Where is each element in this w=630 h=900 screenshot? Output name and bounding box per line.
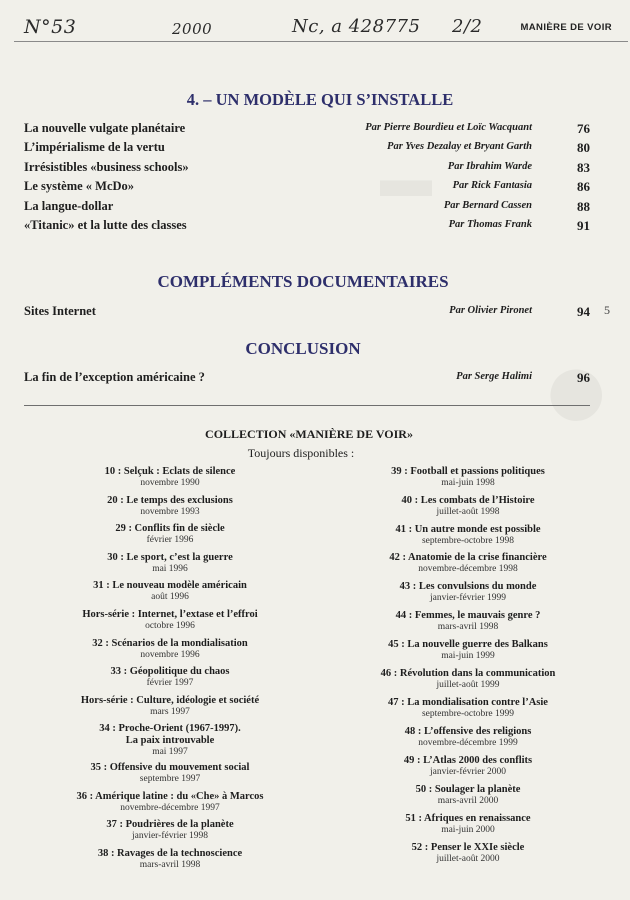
toc-entry bbox=[24, 160, 590, 178]
issue-date: février 1996 bbox=[146, 535, 194, 545]
toc-page: 76 bbox=[577, 121, 590, 136]
toc-entry bbox=[24, 179, 590, 197]
collection-item bbox=[328, 784, 608, 807]
issue-title: 43 : Les convulsions du monde bbox=[399, 581, 537, 592]
toc-author: Par Pierre Bourdieu et Loïc Wacquant bbox=[365, 122, 532, 133]
toc-page: 91 bbox=[577, 218, 590, 233]
toc-title: Sites Internet bbox=[24, 304, 96, 318]
issue-title: 39 : Football et passions politiques bbox=[391, 466, 545, 477]
collection-item bbox=[30, 695, 310, 718]
issue-title: 32 : Scénarios de la mondialisation bbox=[92, 638, 248, 649]
issue-date: mai-juin 2000 bbox=[441, 825, 495, 835]
issue-date: octobre 1996 bbox=[145, 621, 195, 631]
collection-item bbox=[328, 552, 608, 575]
collection-item bbox=[328, 524, 608, 547]
handwritten-note: N°53 bbox=[24, 16, 77, 38]
issue-title: 37 : Poudrières de la planète bbox=[106, 819, 234, 830]
issue-title: 20 : Le temps des exclusions bbox=[107, 495, 233, 506]
issue-title: 35 : Offensive du mouvement social bbox=[90, 762, 250, 773]
toc-page: 96 bbox=[577, 370, 590, 385]
issue-date: mai-juin 1999 bbox=[441, 651, 495, 661]
issue-date: juillet-août 1998 bbox=[436, 507, 500, 517]
toc-page: 83 bbox=[577, 160, 590, 175]
collection-item bbox=[328, 466, 608, 489]
collection-item bbox=[30, 609, 310, 632]
issue-date: février 1997 bbox=[146, 678, 194, 688]
issue-title: 47 : La mondialisation contre l’Asie bbox=[388, 697, 548, 708]
collection-item bbox=[328, 697, 608, 720]
section-title: CONCLUSION bbox=[245, 339, 361, 358]
issue-date: janvier-février 2000 bbox=[429, 767, 507, 777]
page-header bbox=[0, 14, 630, 40]
issue-date: novembre 1993 bbox=[140, 507, 200, 517]
toc-title: La langue-dollar bbox=[24, 199, 114, 213]
issue-title: 40 : Les combats de l’Histoire bbox=[401, 495, 535, 506]
issue-title: 33 : Géopolitique du chaos bbox=[110, 666, 230, 677]
collection-item bbox=[30, 666, 310, 689]
toc-title: Le système « McDo» bbox=[24, 179, 135, 193]
issue-date: septembre-octobre 1998 bbox=[421, 536, 515, 546]
issue-title: 45 : La nouvelle guerre des Balkans bbox=[388, 639, 548, 650]
collection-item bbox=[30, 466, 310, 489]
section-title: COMPLÉMENTS DOCUMENTAIRES bbox=[157, 272, 449, 291]
issue-date: mars-avril 1998 bbox=[139, 860, 201, 870]
issue-title: 29 : Conflits fin de siècle bbox=[115, 523, 225, 534]
issue-title: 42 : Anatomie de la crise financière bbox=[389, 552, 547, 563]
issue-date: janvier-février 1999 bbox=[429, 593, 507, 603]
toc-author: Par Yves Dezalay et Bryant Garth bbox=[387, 141, 532, 152]
issue-title: 36 : Amérique latine : du «Che» à Marcos bbox=[76, 791, 264, 802]
issue-date: novembre 1996 bbox=[140, 650, 200, 660]
collection-item bbox=[328, 610, 608, 633]
issue-date: mars 1997 bbox=[150, 707, 190, 717]
collection-item bbox=[328, 639, 608, 662]
toc-entry bbox=[24, 370, 590, 388]
collection-title: COLLECTION «MANIÈRE DE VOIR» bbox=[205, 427, 413, 441]
collection-item bbox=[328, 495, 608, 518]
issue-date: septembre-octobre 1999 bbox=[421, 709, 515, 719]
issue-title: 52 : Penser le XXIe siècle bbox=[411, 842, 525, 853]
collection-item bbox=[328, 668, 608, 691]
toc-entry bbox=[24, 218, 590, 236]
collection-item bbox=[30, 552, 310, 575]
issue-title: 50 : Soulager la planète bbox=[415, 784, 521, 795]
issue-date: novembre-décembre 1999 bbox=[418, 738, 518, 748]
collection-item bbox=[30, 495, 310, 518]
toc-page: 88 bbox=[577, 199, 590, 214]
issue-title: Hors-série : Internet, l’extase et l’effroi bbox=[82, 609, 258, 620]
collection-item bbox=[30, 723, 310, 758]
issue-title: 10 : Selçuk : Eclats de silence bbox=[104, 466, 236, 477]
collection-item bbox=[30, 819, 310, 842]
collection-item bbox=[30, 523, 310, 546]
collection-item bbox=[328, 842, 608, 865]
issue-date: août 1996 bbox=[151, 592, 189, 602]
publication-name: MANIÈRE DE VOIR bbox=[520, 22, 612, 33]
issue-date: mai-juin 1998 bbox=[441, 478, 495, 488]
issue-title: 49 : L’Atlas 2000 des conflits bbox=[403, 755, 533, 766]
issue-date: mars-avril 2000 bbox=[437, 796, 499, 806]
collection-item bbox=[328, 726, 608, 749]
issue-title: 30 : Le sport, c’est la guerre bbox=[107, 552, 233, 563]
issue-date: mai 1996 bbox=[152, 564, 188, 574]
issue-title: 51 : Afriques en renaissance bbox=[405, 813, 531, 824]
issue-date: septembre 1997 bbox=[139, 774, 201, 784]
issue-title: 41 : Un autre monde est possible bbox=[395, 524, 541, 535]
collection-item bbox=[328, 581, 608, 604]
collection-item bbox=[328, 813, 608, 836]
section-title: 4. – UN MODÈLE QUI S’INSTALLE bbox=[186, 90, 454, 109]
collection-item bbox=[30, 791, 310, 814]
issue-title: Hors-série : Culture, idéologie et société bbox=[80, 695, 260, 706]
toc-entry bbox=[24, 199, 590, 217]
issue-title: 38 : Ravages de la technoscience bbox=[97, 848, 243, 859]
toc-author: Par Rick Fantasia bbox=[452, 180, 532, 191]
toc-page: 86 bbox=[577, 179, 590, 194]
issue-date: novembre 1990 bbox=[140, 478, 200, 488]
issue-title: 31 : Le nouveau modèle américain bbox=[93, 580, 247, 591]
toc-entry bbox=[24, 304, 590, 322]
issue-date: juillet-août 1999 bbox=[436, 680, 500, 690]
toc-author: Par Serge Halimi bbox=[456, 371, 532, 382]
margin-number: 5 bbox=[604, 303, 610, 317]
handwritten-note: 2/2 bbox=[452, 16, 483, 37]
toc-title: Irrésistibles «business schools» bbox=[24, 160, 189, 174]
issue-title: 48 : L’offensive des religions bbox=[404, 726, 532, 737]
toc-author: Par Ibrahim Warde bbox=[447, 161, 532, 172]
handwritten-note: 2000 bbox=[172, 20, 213, 38]
issue-title-line2: La paix introuvable bbox=[125, 735, 215, 746]
collection-item bbox=[30, 638, 310, 661]
collection-item bbox=[328, 755, 608, 778]
issue-date: juillet-août 2000 bbox=[436, 854, 500, 864]
toc-author: Par Olivier Pironet bbox=[449, 305, 532, 316]
issue-title: 34 : Proche-Orient (1967-1997). bbox=[99, 723, 241, 734]
collection-item bbox=[30, 848, 310, 871]
issue-title: 44 : Femmes, le mauvais genre ? bbox=[395, 610, 541, 621]
issue-date: janvier-février 1998 bbox=[131, 831, 209, 841]
section-divider bbox=[24, 405, 590, 406]
toc-author: Par Thomas Frank bbox=[448, 219, 532, 230]
toc-entry bbox=[24, 121, 590, 139]
toc-title: L’impérialisme de la vertu bbox=[24, 140, 165, 154]
toc-title: La fin de l’exception américaine ? bbox=[24, 370, 205, 384]
toc-title: La nouvelle vulgate planétaire bbox=[24, 121, 186, 135]
issue-date: mai 1997 bbox=[152, 747, 188, 757]
toc-author: Par Bernard Cassen bbox=[443, 200, 532, 211]
toc-page: 80 bbox=[577, 140, 590, 155]
toc-title: «Titanic» et la lutte des classes bbox=[24, 218, 187, 232]
collection-subtitle: Toujours disponibles : bbox=[247, 446, 355, 460]
handwritten-note: Nc, a 428775 bbox=[292, 16, 421, 37]
issue-title: 46 : Révolution dans la communication bbox=[380, 668, 556, 679]
issue-date: novembre-décembre 1998 bbox=[418, 564, 518, 574]
collection-item bbox=[30, 580, 310, 603]
collection-item bbox=[30, 762, 310, 785]
issue-date: novembre-décembre 1997 bbox=[120, 803, 220, 813]
toc-entry bbox=[24, 140, 590, 158]
toc-page: 94 bbox=[577, 304, 590, 319]
header-rule bbox=[14, 41, 628, 42]
issue-date: mars-avril 1998 bbox=[437, 622, 499, 632]
